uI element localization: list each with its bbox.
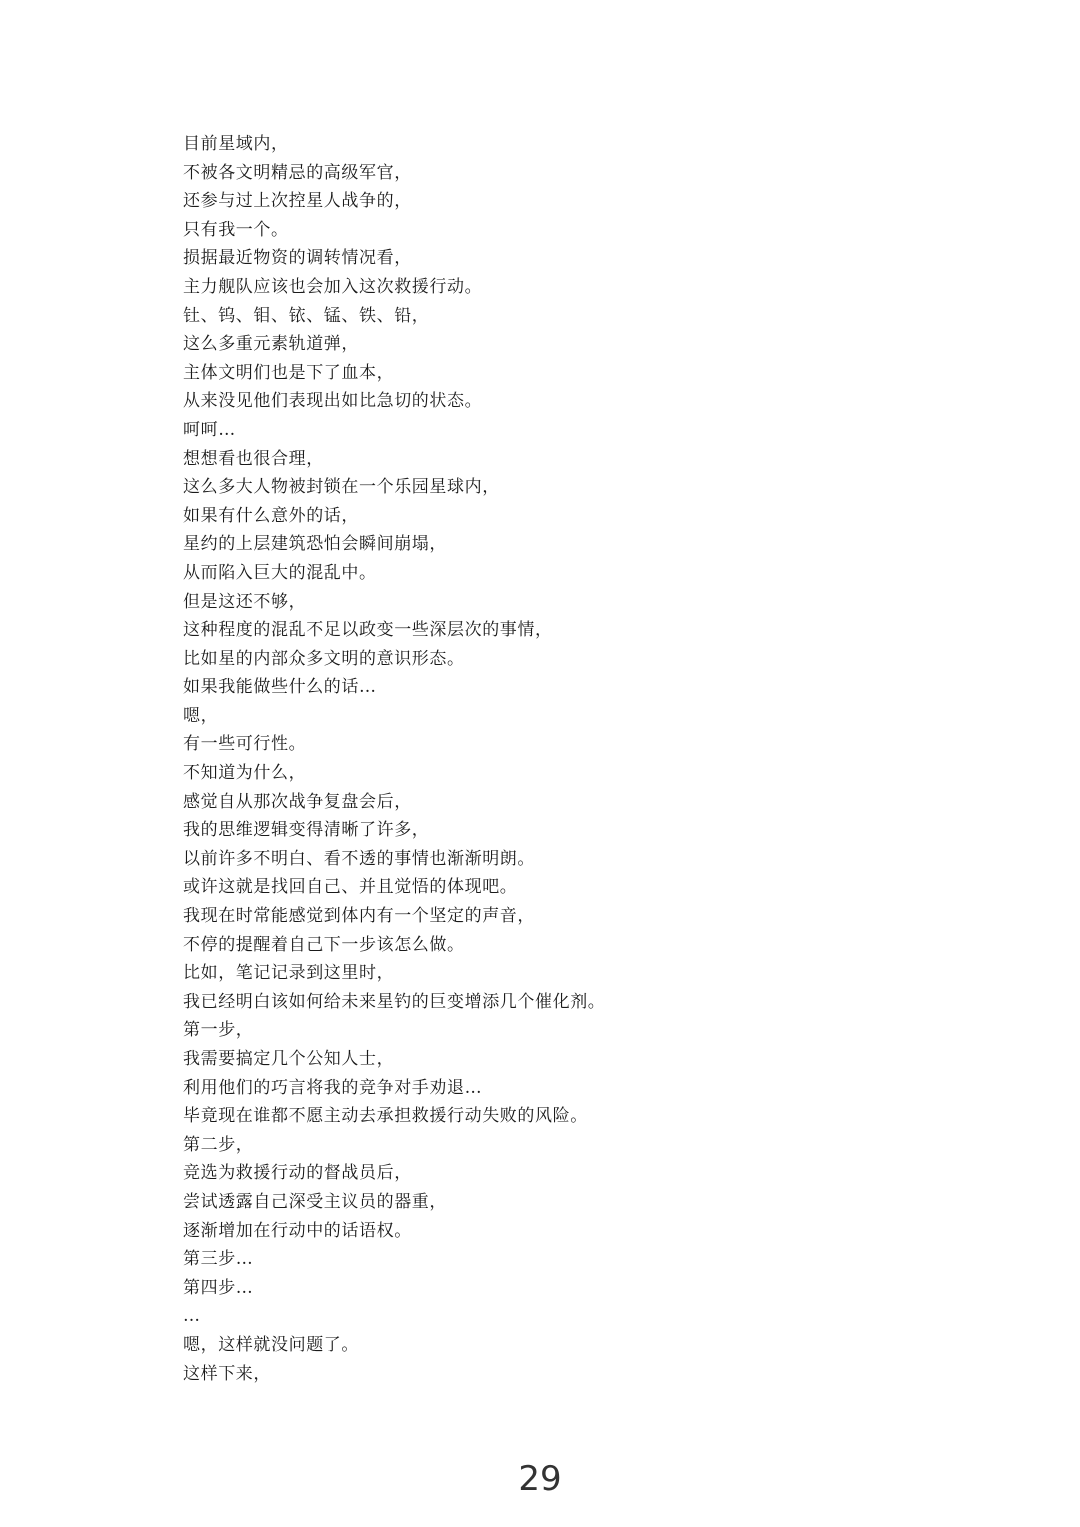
text-line: 嗯，这样就没问题了。	[183, 1334, 359, 1355]
text-line: 这样下来，	[183, 1363, 271, 1384]
text-line: 这么多大人物被封锁在一个乐园星球内，	[183, 477, 500, 498]
text-line: 从来没见他们表现出如比急切的状态。	[183, 391, 483, 412]
text-line: 钍、钨、钼、铱、锰、铁、铅，	[183, 305, 430, 326]
text-line: 利用他们的巧言将我的竞争对手劝退…	[183, 1077, 483, 1098]
text-line: 逐渐增加在行动中的话语权。	[183, 1220, 412, 1241]
text-line: 第一步，	[183, 1020, 254, 1041]
text-line: 还参与过上次控星人战争的，	[183, 191, 412, 212]
text-line: 第四步…	[183, 1277, 254, 1298]
text-line: 以前许多不明白、看不透的事情也渐渐明朗。	[183, 848, 535, 869]
text-line: 尝试透露自己深受主议员的器重，	[183, 1191, 447, 1212]
text-line: 呵呵…	[183, 419, 236, 440]
text-line: 主力舰队应该也会加入这次救援行动。	[183, 276, 483, 297]
text-line: 嗯，	[183, 705, 219, 726]
text-line: …	[183, 1306, 201, 1327]
page-number: 29	[518, 1459, 562, 1499]
text-line: 比如星的内部众多文明的意识形态。	[183, 648, 465, 669]
text-line: 想想看也很合理，	[183, 448, 324, 469]
text-line: 我的思维逻辑变得清晰了许多，	[183, 820, 430, 841]
text-line: 不被各文明精忌的高级军官，	[183, 162, 412, 183]
text-line: 我现在时常能感觉到体内有一个坚定的声音，	[183, 906, 535, 927]
text-line: 如果我能做些什么的话…	[183, 677, 377, 698]
text-line: 比如，笔记记录到这里时，	[183, 963, 395, 984]
text-line: 星约的上层建筑恐怕会瞬间崩塌，	[183, 534, 447, 555]
text-line: 第三步…	[183, 1249, 254, 1270]
text-line: 目前星域内，	[183, 134, 289, 154]
text-line: 我需要搞定几个公知人士，	[183, 1049, 395, 1069]
text-line: 或许这就是找回自己、并且觉悟的体现吧。	[183, 877, 518, 898]
text-line: 如果有什么意外的话，	[183, 505, 359, 526]
text-line: 损据最近物资的调转情况看，	[183, 248, 412, 269]
text-line: 我已经明白该如何给未来星钓的巨变增添几个催化剂。	[183, 991, 606, 1012]
text-line: 这么多重元素轨道弹，	[183, 334, 359, 355]
text-line: 主体文明们也是下了血本，	[183, 362, 395, 383]
text-line: 不停的提醒着自己下一步该怎么做。	[183, 934, 465, 955]
text-line: 竞选为救援行动的督战员后，	[183, 1163, 412, 1184]
text-line: 从而陷入巨大的混乱中。	[183, 562, 377, 583]
text-line: 感觉自从那次战争复盘会后，	[183, 791, 412, 812]
text-line: 这种程度的混乱不足以政变一些深层次的事情，	[183, 620, 553, 641]
text-line: 不知道为什么，	[183, 763, 307, 784]
text-line: 但是这还不够，	[183, 591, 307, 612]
text-line: 有一些可行性。	[183, 734, 307, 755]
text-line: 第二步，	[183, 1134, 254, 1155]
text-line: 只有我一个。	[183, 219, 289, 240]
body-text	[183, 130, 903, 1388]
text-line: 毕竟现在谁都不愿主动去承担救援行动失败的风险。	[183, 1106, 588, 1127]
